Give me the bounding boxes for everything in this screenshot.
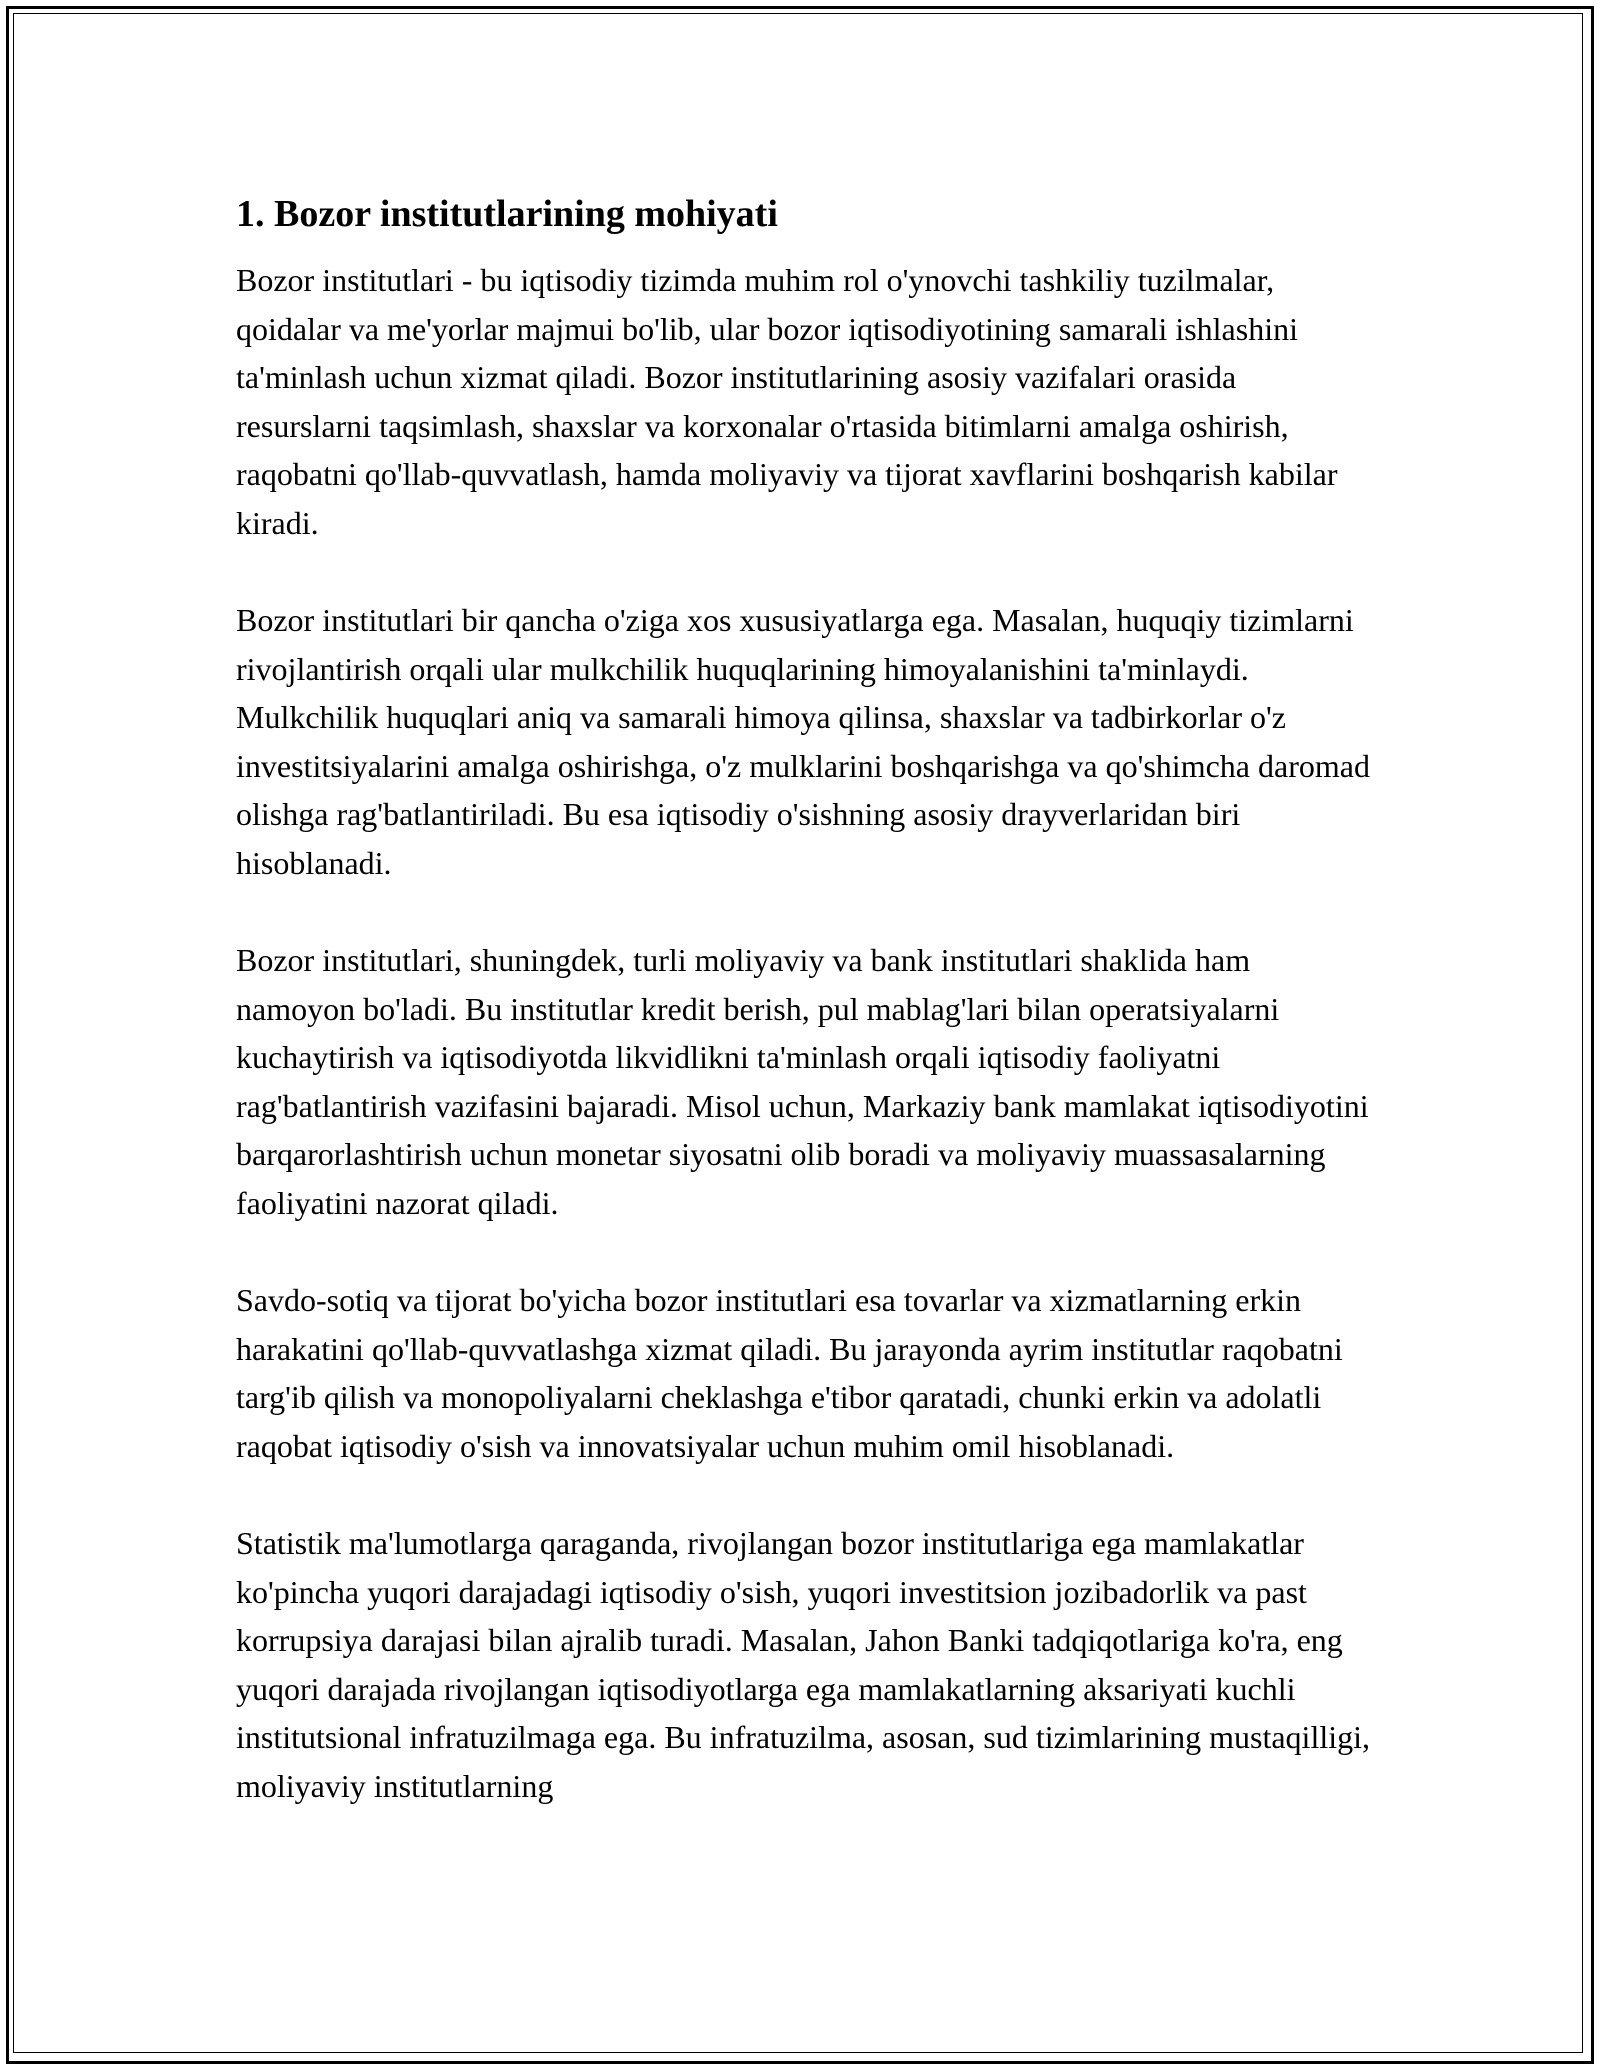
document-body [236,186,1376,1859]
section-heading: 1. Bozor institutlarining mohiyati [236,193,778,235]
paragraph-4: Savdo-sotiq va tijorat bo'yicha bozor institutlari esa tovarlar va xizmatlarning erkin harakatini qo'llab-quvvatlashga xizmat qiladi. Bu jarayonda ayrim institutlar raqobatni targ'ib qilish va monopoliyalarni cheklashga e'tibor qaratadi, chunki erkin va adolatli raqobat iqtisodiy o'sish va innovatsiyalar uchun muhim omil hisoblanadi. [236,1282,1343,1464]
paragraph-5: Statistik ma'lumotlarga qaraganda, rivojlangan bozor institutlariga ega mamlakatlar ko'pincha yuqori darajadagi iqtisodiy o'sish, yuqori investitsion jozibadorlik va past korrupsiya darajasi bilan ajralib turadi. Masalan, Jahon Banki tadqiqotlariga ko'ra, eng yuqori darajada rivojlangan iqtisodiyotlarga ega mamlakatlarning aksariyati kuchli institutsional infratuzilmaga ega. Bu infratuzilma, asosan, sud tizimlarining mustaqilligi, moliyaviy institutlarning [236,1525,1370,1804]
paragraph-2: Bozor institutlari bir qancha o'ziga xos xususiyatlarga ega. Masalan, huquqiy tizimlarni rivojlantirish orqali ular mulkchilik huquqlarining himoyalanishini ta'minlaydi. Mulkchilik huquqlari aniq va samarali himoya qilinsa, shaxslar va tadbirkorlar o'z investitsiyalarini amalga oshirishga, o'z mulklarini boshqarishga va qo'shimcha daromad olishga rag'batlantiriladi. Bu esa iqtisodiy o'sishning asosiy drayverlaridan biri hisoblanadi. [236,602,1370,881]
paragraph-1: Bozor institutlari - bu iqtisodiy tizimda muhim rol o'ynovchi tashkiliy tuzilmalar, qoidalar va me'yorlar majmui bo'lib, ular bozor iqtisodiyotining samarali ishlashini ta'minlash uchun xizmat qiladi. Bozor institutlarining asosiy vazifalari orasida resurslarni taqsimlash, shaxslar va korxonalar o'rtasida bitimlarni amalga oshirish, raqobatni qo'llab-quvvatlash, hamda moliyaviy va tijorat xavflarini boshqarish kabilar kiradi. [236,262,1338,541]
paragraph-3: Bozor institutlari, shuningdek, turli moliyaviy va bank institutlari shaklida ham namoyon bo'ladi. Bu institutlar kredit berish, pul mablag'lari bilan operatsiyalarni kuchaytirish va iqtisodiyotda likvidlikni ta'minlash orqali iqtisodiy faoliyatni rag'batlantirish vazifasini bajaradi. Misol uchun, Markaziy bank mamlakat iqtisodiyotini barqarorlashtirish uchun monetar siyosatni olib boradi va moliyaviy muassasalarning faoliyatini nazorat qiladi. [236,942,1369,1221]
